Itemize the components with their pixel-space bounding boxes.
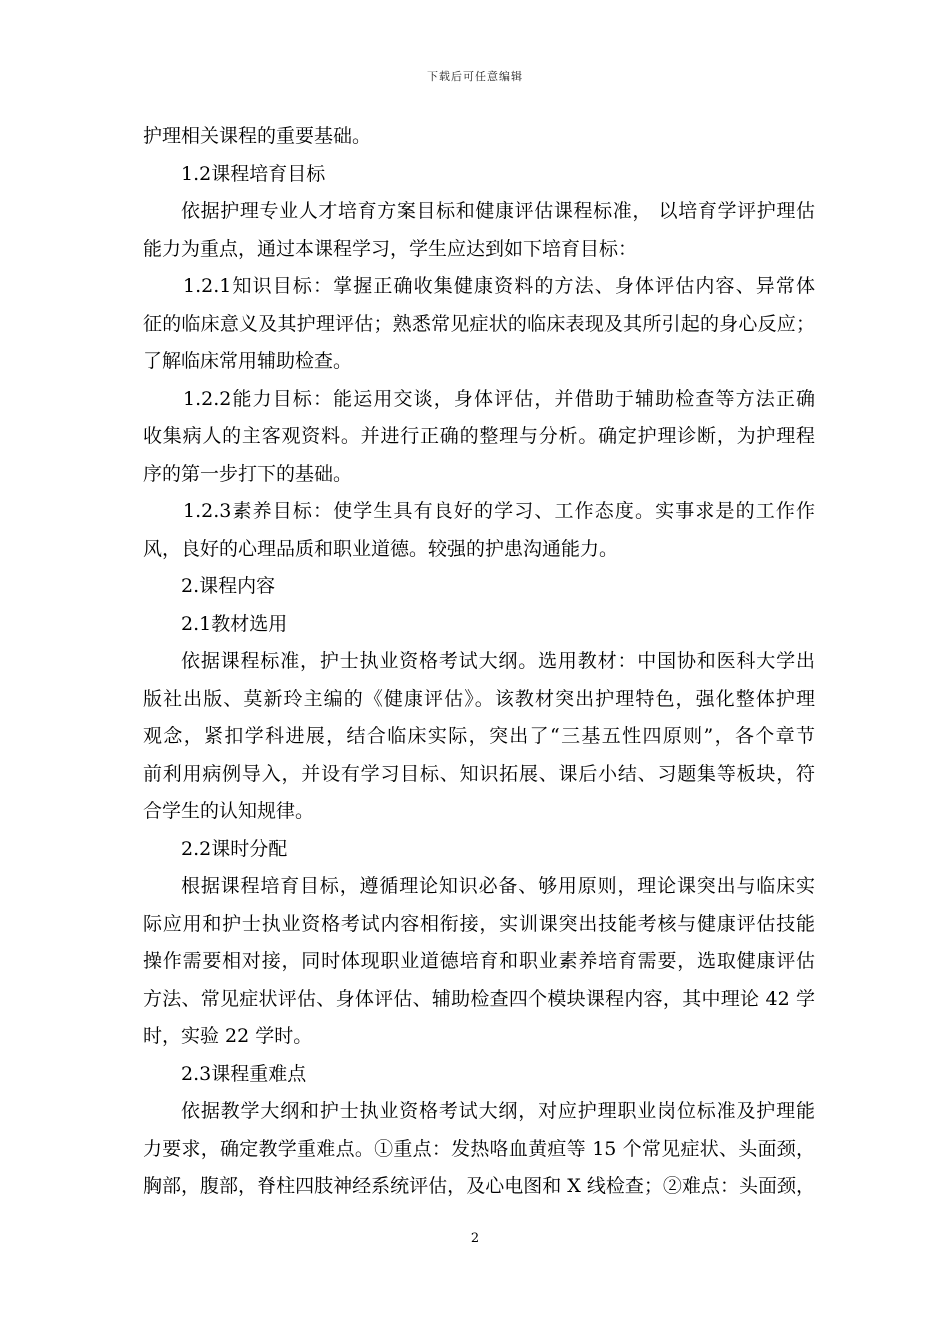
paragraph-line: 1.2.3素养目标：使学生具有良好的学习、工作态度。实事求是的工作作 xyxy=(183,500,815,522)
paragraph-line: 1.2.2能力目标：能运用交谈，身体评估，并借助于辅助检查等方法正确 xyxy=(183,387,815,410)
paragraph-line: 际应用和护士执业资格考试内容相衔接，实训课突出技能考核与健康评估技能 xyxy=(143,912,815,935)
paragraph-line: 征的临床意义及其护理评估；熟悉常见症状的临床表现及其所引起的身心反应； xyxy=(143,312,815,335)
paragraph-line: 版社出版、莫新玲主编的《健康评估》。该教材突出护理特色，强化整体护理 xyxy=(143,687,815,710)
paragraph-line: 收集病人的主客观资料。并进行正确的整理与分析。确定护理诊断，为护理程 xyxy=(143,425,815,447)
paragraph-line: 胸部，腹部，脊柱四肢神经系统评估，及心电图和 X 线检查；②难点：头面颈， xyxy=(143,1175,815,1197)
paragraph-line: 序的第一步打下的基础。 xyxy=(143,462,353,485)
paragraph-line: 根据课程培育目标，遵循理论知识必备、够用原则，理论课突出与临床实 xyxy=(181,875,815,897)
paragraph-line: 护理相关课程的重要基础。 xyxy=(143,125,372,147)
paragraph-line: 方法、常见症状评估、身体评估、辅助检查四个模块课程内容，其中理论 42 学 xyxy=(143,987,815,1010)
section-heading: 1.2课程培育目标 xyxy=(181,162,326,185)
paragraph-line: 操作需要相对接，同时体现职业道德培育和职业素养培育需要，选取健康评估 xyxy=(143,950,815,972)
paragraph-line: 了解临床常用辅助检查。 xyxy=(143,350,353,372)
paragraph-line: 风，良好的心理品质和职业道德。较强的护患沟通能力。 xyxy=(143,537,619,560)
paragraph-line: 合学生的认知规律。 xyxy=(143,800,315,822)
paragraph-line: 1.2.1知识目标：掌握正确收集健康资料的方法、身体评估内容、异常体 xyxy=(183,275,815,297)
page-header: 下载后可任意编辑 xyxy=(427,70,523,83)
paragraph-line: 依据课程标准，护士执业资格考试大纲。选用教材：中国协和医科大学出 xyxy=(181,650,815,672)
paragraph-line: 时，实验 22 学时。 xyxy=(143,1025,313,1047)
paragraph-line: 力要求，确定教学重难点。①重点：发热咯血黄疸等 15 个常见症状、头面颈， xyxy=(143,1137,815,1160)
body-text xyxy=(143,118,815,1206)
paragraph-line: 前利用病例导入，并设有学习目标、知识拓展、课后小结、习题集等板块，符 xyxy=(143,762,815,785)
paragraph-line: 能力为重点，通过本课程学习，学生应达到如下培育目标： xyxy=(143,237,638,260)
paragraph-line: 依据护理专业人才培育方案目标和健康评估课程标准， 以培育学评护理估 xyxy=(181,200,815,222)
section-heading: 2.1教材选用 xyxy=(181,612,288,635)
paragraph-line: 依据教学大纲和护士执业资格考试大纲，对应护理职业岗位标准及护理能 xyxy=(181,1100,815,1122)
page-number: 2 xyxy=(470,1231,480,1246)
section-heading: 2.2课时分配 xyxy=(181,837,288,860)
paragraph-line: 观念，紧扣学科进展，结合临床实际，突出了“三基五性四原则”，各个章节 xyxy=(143,725,815,747)
section-heading: 2.课程内容 xyxy=(181,575,276,597)
section-heading: 2.3课程重难点 xyxy=(181,1062,307,1085)
